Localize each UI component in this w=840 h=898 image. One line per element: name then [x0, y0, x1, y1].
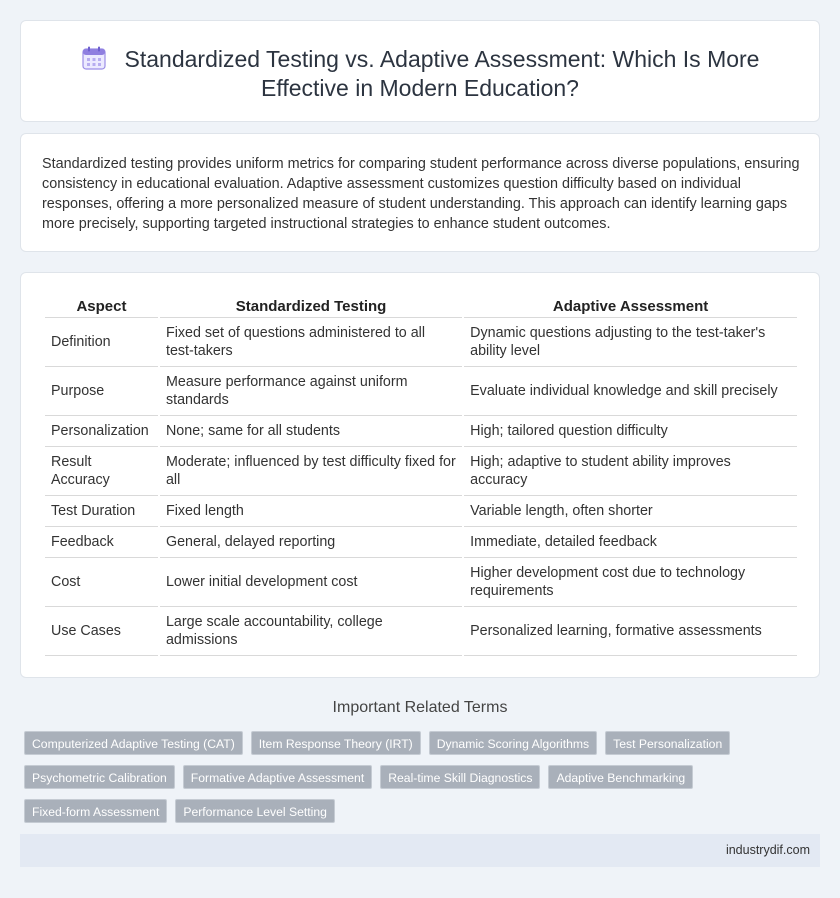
table-cell: Test Duration: [45, 496, 158, 527]
footer: [20, 834, 820, 867]
table-cell: Personalized learning, formative assessments: [464, 607, 797, 656]
table-cell: Feedback: [45, 527, 158, 558]
comparison-table: [43, 295, 799, 656]
header-standardized: Standardized Testing: [160, 295, 462, 318]
table-cell: Definition: [45, 318, 158, 367]
table-row: [45, 416, 797, 447]
term-tag[interactable]: Computerized Adaptive Testing (CAT): [24, 731, 243, 755]
page-title: [21, 45, 819, 103]
table-cell: Result Accuracy: [45, 447, 158, 496]
term-tag[interactable]: Item Response Theory (IRT): [251, 731, 421, 755]
term-tag[interactable]: Psychometric Calibration: [24, 765, 175, 789]
table-cell: Personalization: [45, 416, 158, 447]
table-cell: Use Cases: [45, 607, 158, 656]
term-tag[interactable]: Performance Level Setting: [175, 799, 335, 823]
calendar-icon: [81, 45, 107, 71]
table-row: [45, 318, 797, 367]
table-cell: Lower initial development cost: [160, 558, 462, 607]
term-tag[interactable]: Test Personalization: [605, 731, 730, 755]
table-cell: Fixed length: [160, 496, 462, 527]
table-cell: Cost: [45, 558, 158, 607]
table-cell: Dynamic questions adjusting to the test-taker's ability level: [464, 318, 797, 367]
table-cell: Variable length, often shorter: [464, 496, 797, 527]
table-row: [45, 496, 797, 527]
table-row: [45, 447, 797, 496]
term-tag[interactable]: Dynamic Scoring Algorithms: [429, 731, 597, 755]
table-cell: Fixed set of questions administered to all test-takers: [160, 318, 462, 367]
header-adaptive: Adaptive Assessment: [464, 295, 797, 318]
table-row: [45, 607, 797, 656]
table-cell: Measure performance against uniform standards: [160, 367, 462, 416]
term-tag[interactable]: Fixed-form Assessment: [24, 799, 167, 823]
table-cell: High; tailored question difficulty: [464, 416, 797, 447]
table-row: [45, 558, 797, 607]
footer-site[interactable]: industrydif.com: [725, 843, 810, 857]
table-cell: General, delayed reporting: [160, 527, 462, 558]
term-tag[interactable]: Real-time Skill Diagnostics: [380, 765, 540, 789]
table-cell: Moderate; influenced by test difficulty fixed for all: [160, 447, 462, 496]
intro-text: Standardized testing provides uniform metrics for comparing student performance across diverse populations, ensuring consistency in educational evaluation. Adaptive assessment customizes question difficulty based on individual responses, offering a more personalized measure of student understanding. This approach can identify learning gaps more precisely, supporting targeted instructional strategies to enhance student outcomes.: [42, 156, 800, 232]
table-header-row: [45, 295, 797, 318]
table-cell: High; adaptive to student ability improves accuracy: [464, 447, 797, 496]
table-row: [45, 367, 797, 416]
table-row: [45, 527, 797, 558]
title-card: [20, 20, 820, 122]
title-line-2: Effective in Modern Education?: [261, 75, 579, 101]
table-cell: None; same for all students: [160, 416, 462, 447]
related-terms-heading: Important Related Terms: [332, 699, 508, 716]
header-aspect: Aspect: [45, 295, 158, 318]
table-cell: Purpose: [45, 367, 158, 416]
comparison-card: [20, 272, 820, 678]
term-tag[interactable]: Formative Adaptive Assessment: [183, 765, 372, 789]
term-tag[interactable]: Adaptive Benchmarking: [548, 765, 693, 789]
intro-card: [20, 133, 820, 252]
table-cell: Immediate, detailed feedback: [464, 527, 797, 558]
title-line-1: Standardized Testing vs. Adaptive Assessment: Which Is More: [124, 46, 760, 72]
table-cell: Higher development cost due to technology requirements: [464, 558, 797, 607]
related-terms-list: [24, 731, 824, 823]
table-cell: Large scale accountability, college admissions: [160, 607, 462, 656]
table-cell: Evaluate individual knowledge and skill precisely: [464, 367, 797, 416]
